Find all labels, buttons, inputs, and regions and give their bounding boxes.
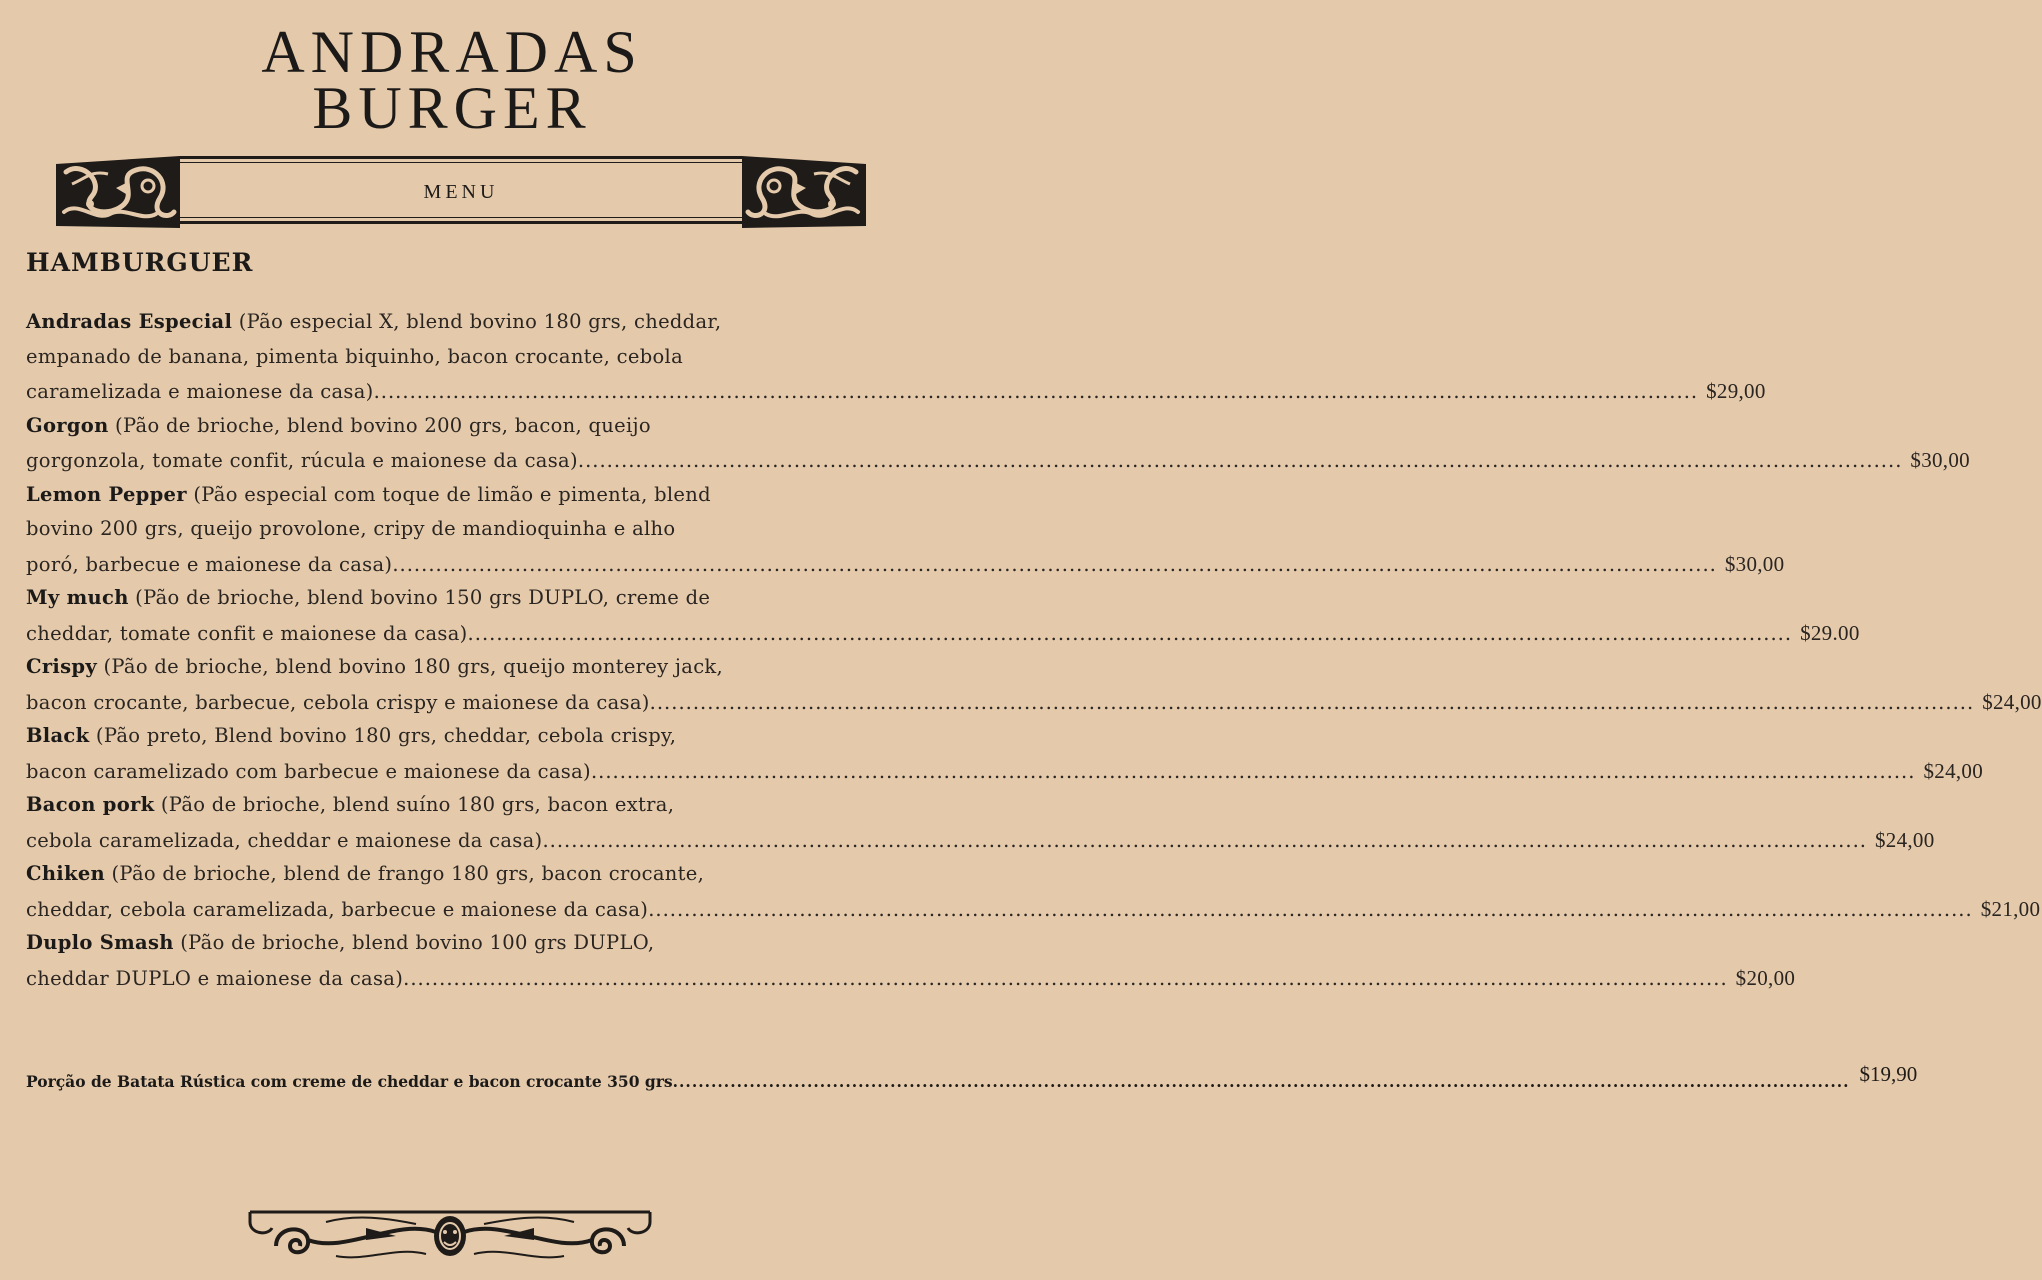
menu-item	[26, 857, 2041, 926]
menu-item-name: Chiken	[26, 862, 106, 885]
dot-leader: ........................................................................................................................................................................................	[649, 690, 1975, 714]
menu-item-line	[26, 823, 1935, 858]
dot-leader: ........................................................................................................................................................................................	[542, 828, 1867, 852]
menu-item-name: Lemon Pepper	[26, 482, 187, 506]
menu-item-price: $21,00	[1980, 896, 2041, 921]
menu-item-text	[26, 893, 648, 928]
menu-banner-frame	[180, 156, 742, 224]
title-line-1: ANDRADAS	[261, 19, 643, 85]
menu-item-line	[26, 892, 2041, 927]
menu-item-price: $20,00	[1735, 965, 1796, 990]
side-dish-item	[26, 1062, 1918, 1093]
menu-item-description: (Pão de brioche, blend suíno 180 grs, bacon extra,	[154, 793, 675, 816]
section-heading-hamburguer: HAMBURGUER	[26, 248, 254, 277]
dot-leader: ........................................................................................................................................................................................	[577, 449, 1903, 472]
menu-item	[26, 478, 1785, 582]
restaurant-title	[0, 19, 904, 141]
menu-item-price: $30,00	[1910, 448, 1970, 472]
menu-item-description: (Pão de brioche, blend de frango 180 grs, bacon crocante,	[105, 862, 705, 885]
menu-item-price: $24,00	[1874, 827, 1935, 852]
menu-item-text	[26, 617, 468, 652]
menu-item-name: Duplo Smash	[26, 931, 174, 954]
side-dish-description: Porção de Batata Rústica com creme de cheddar e bacon crocante 350 grs	[26, 1072, 673, 1091]
menu-item-line	[26, 685, 2042, 720]
menu-item-line	[26, 961, 1796, 996]
menu-item-price: $29,00	[1706, 379, 1766, 403]
menu-item-line	[26, 581, 866, 616]
menu-item-price: $24,00	[1982, 689, 2042, 714]
menu-item	[26, 581, 1860, 650]
menu-item-text	[26, 962, 403, 997]
menu-item-name: My much	[26, 586, 129, 609]
menu-item-line	[26, 650, 866, 685]
menu-item-description: bacon caramelizado com barbecue e maionese da casa)	[26, 759, 591, 783]
menu-item-line	[26, 409, 866, 444]
menu-item-name: Bacon pork	[26, 793, 155, 816]
menu-item	[26, 650, 2042, 719]
menu-item	[26, 926, 1796, 995]
menu-item-description: (Pão de brioche, blend bovino 100 grs DUPLO,	[173, 931, 655, 954]
menu-item-price: $24,00	[1923, 758, 1984, 783]
menu-item-line	[26, 926, 866, 961]
menu-item	[26, 409, 1970, 478]
celtic-ornament-left-icon	[52, 152, 184, 232]
menu-item	[26, 719, 1984, 788]
menu-item-description: caramelizada e maionese da casa)	[26, 380, 374, 403]
menu-item-description: (Pão especial X, blend bovino 180 grs, cheddar,	[232, 310, 722, 333]
dot-leader: ........................................................................................................................................................................................	[590, 759, 1916, 783]
menu-item-description: gorgonzola, tomate confit, rúcula e maionese da casa)	[26, 449, 578, 472]
menu-item	[26, 305, 1766, 409]
menu-item-description: (Pão de brioche, blend bovino 180 grs, queijo monterey jack,	[96, 655, 724, 678]
dot-leader: ........................................................................................................................................................................................	[672, 1072, 1850, 1091]
menu-item-line	[26, 547, 1785, 582]
menu-item-line	[26, 305, 866, 340]
menu-item-line	[26, 512, 866, 547]
menu-item-name: Andradas Especial	[26, 310, 233, 333]
dot-leader: ........................................................................................................................................................................................	[373, 380, 1699, 403]
menu-item-text	[26, 375, 374, 410]
menu-item-price: $30,00	[1724, 551, 1785, 576]
dot-leader: ........................................................................................................................................................................................	[648, 897, 1973, 921]
side-dish-price: $19,90	[1859, 1062, 1918, 1086]
menu-item-line	[26, 616, 1860, 651]
menu-item-description: (Pão especial com toque de limão e pimenta, blend	[186, 482, 711, 506]
menu-item-description: empanado de banana, pimenta biquinho, bacon crocante, cebola	[26, 344, 683, 368]
menu-item-description: (Pão de brioche, blend bovino 150 grs DUPLO, creme de	[128, 586, 711, 609]
menu-item-line	[26, 443, 1970, 478]
menu-item-line	[26, 857, 866, 892]
menu-item	[26, 788, 1935, 857]
menu-item-description: (Pão preto, Blend bovino 180 grs, cheddar, cebola crispy,	[89, 724, 677, 747]
menu-item-description: cheddar, tomate confit e maionese da casa)	[26, 621, 468, 645]
menu-item-description: cheddar, cebola caramelizada, barbecue e maionese da casa)	[26, 897, 649, 921]
decorative-scroll-ornament-icon	[246, 1206, 654, 1264]
menu-item-line	[26, 719, 866, 754]
dot-leader: ........................................................................................................................................................................................	[467, 621, 1793, 645]
menu-item-name: Gorgon	[26, 413, 109, 437]
menu-item-description: poró, barbecue e maionese da casa)	[26, 552, 393, 576]
menu-item-line	[26, 788, 866, 823]
menu-item-text	[26, 824, 542, 859]
menu-item-description: (Pão de brioche, blend bovino 200 grs, bacon, queijo	[108, 413, 651, 437]
celtic-ornament-right-icon	[738, 152, 870, 232]
title-line-2: BURGER	[312, 75, 592, 141]
menu-item-name: Black	[26, 724, 90, 747]
menu-item-description: bovino 200 grs, queijo provolone, cripy de mandioquinha e alho	[26, 517, 676, 540]
menu-item-price: $29.00	[1800, 620, 1860, 645]
menu-item-line	[26, 754, 1984, 789]
menu-item-line	[26, 340, 866, 375]
menu-item-text	[26, 444, 578, 479]
menu-item-line	[26, 374, 1766, 409]
menu-item-line	[26, 478, 866, 513]
menu-banner	[52, 152, 870, 234]
dot-leader: ........................................................................................................................................................................................	[403, 966, 1728, 990]
menu-item-list	[26, 305, 2042, 995]
menu-item-text	[26, 686, 650, 721]
menu-item-name: Crispy	[26, 655, 97, 678]
dot-leader: ........................................................................................................................................................................................	[392, 552, 1717, 576]
menu-item-description: bacon crocante, barbecue, cebola crispy e maionese da casa)	[26, 690, 650, 714]
menu-item-description: cheddar DUPLO e maionese da casa)	[26, 966, 404, 990]
menu-label: MENU	[423, 181, 499, 203]
menu-item-description: cebola caramelizada, cheddar e maionese da casa)	[26, 828, 543, 852]
menu-item-text	[26, 755, 591, 790]
menu-item-text	[26, 548, 392, 583]
